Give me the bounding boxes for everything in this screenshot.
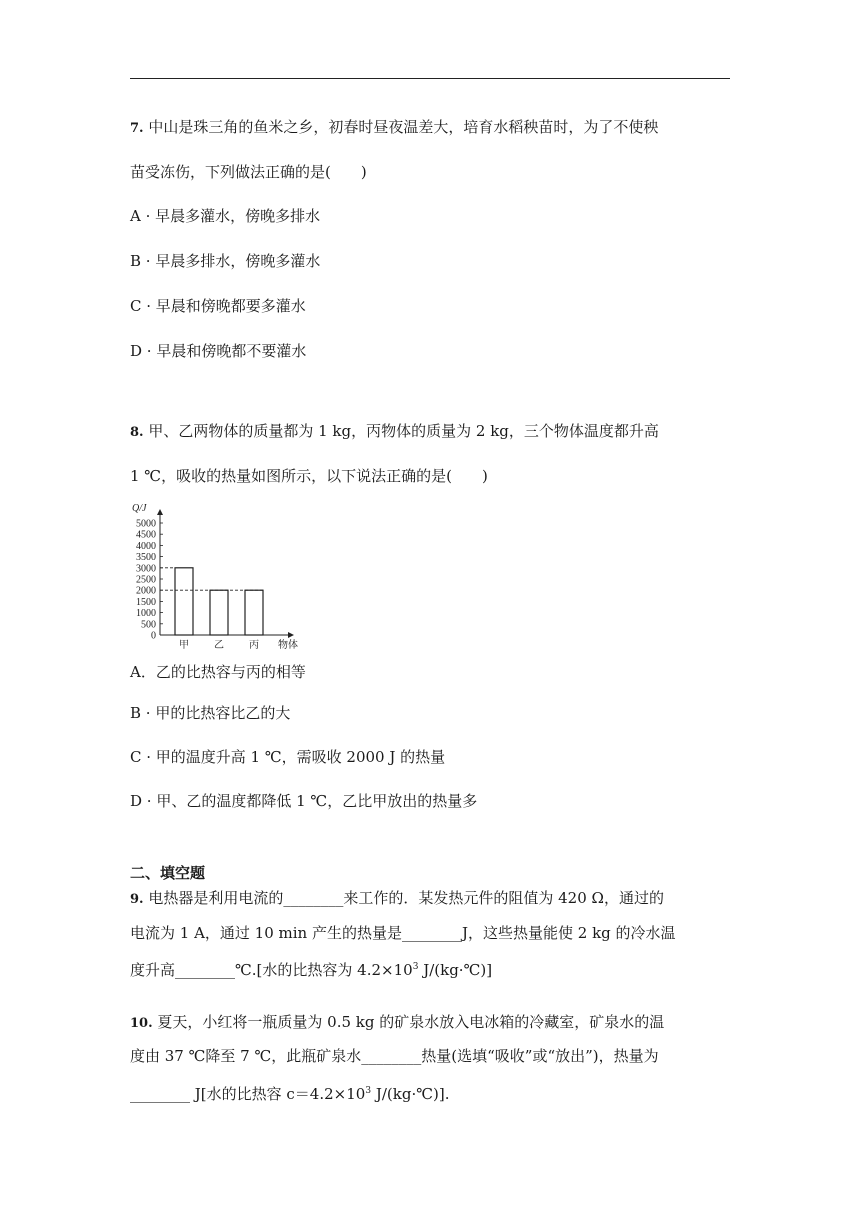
q7-option-a: A · 早晨多灌水，傍晚多排水	[130, 207, 321, 225]
q10-text1: 夏天，小红将一瓶质量为 0.5 kg 的矿泉水放入电冰箱的冷藏室，矿泉水的温	[152, 1013, 665, 1031]
header-rule	[130, 78, 730, 79]
q8-line1	[130, 421, 659, 443]
y-tick-label: 0	[151, 630, 156, 642]
q10-number: 10.	[130, 1016, 153, 1031]
x-axis-arrow	[288, 632, 294, 638]
q9-number: 9.	[130, 892, 144, 907]
bar	[245, 590, 263, 635]
y-tick-label: 4500	[136, 529, 156, 541]
q10-exponent: 3	[365, 1086, 372, 1096]
q9-line2: 电流为 1 A，通过 10 min 产生的热量是________J，这些热量能使 2 kg 的冷水温	[130, 924, 676, 942]
q8-option-a: A．乙的比热容与丙的相等	[130, 663, 306, 681]
q9-text3a: 度升高________℃.[水的比热容为 4.2×10	[130, 961, 413, 979]
q10-line3	[130, 1081, 449, 1104]
x-axis-label: 物体	[278, 640, 298, 651]
q8-text1: 甲、乙两物体的质量都为 1 kg，丙物体的质量为 2 kg，三个物体温度都升高	[143, 422, 659, 440]
q10-line1	[130, 1012, 664, 1034]
x-tick-label: 丙	[249, 640, 259, 651]
q9-line3	[130, 957, 492, 980]
q10-text3b: J/(kg·℃)].	[371, 1085, 450, 1103]
q9-text1: 电热器是利用电流的________来工作的．某发热元件的阻值为 420 Ω，通过的	[143, 889, 664, 907]
q8-option-b: B · 甲的比热容比乙的大	[130, 704, 291, 722]
y-tick-label: 2500	[136, 574, 156, 586]
q8-line2: 1 ℃，吸收的热量如图所示，以下说法正确的是( )	[130, 467, 488, 485]
y-tick-label: 500	[141, 619, 156, 631]
section-title: 二、填空题	[130, 864, 206, 882]
q8-number: 8.	[130, 425, 144, 440]
y-tick-label: 4000	[136, 540, 156, 552]
y-axis-arrow	[157, 509, 163, 515]
y-tick-label: 1000	[136, 608, 156, 620]
q7-line1	[130, 117, 658, 139]
y-tick-label: 5000	[136, 518, 156, 530]
q7-option-b: B · 早晨多排水，傍晚多灌水	[130, 252, 321, 270]
y-tick-label: 2000	[136, 585, 156, 597]
bar	[175, 568, 193, 635]
q10-line2: 度由 37 ℃降至 7 ℃，此瓶矿泉水________热量(选填“吸收”或“放出”)，热量为	[130, 1047, 659, 1065]
q10-text3a: ________ J[水的比热容 c＝4.2×10	[130, 1085, 366, 1103]
x-tick-label: 甲	[179, 640, 189, 651]
q9-line1	[130, 888, 664, 910]
q9-exponent: 3	[412, 962, 419, 972]
y-axis-label: Q/J	[132, 503, 147, 514]
y-tick-label: 3000	[136, 563, 156, 575]
q7-text1: 中山是珠三角的鱼米之乡，初春时昼夜温差大，培育水稻秧苗时，为了不使秧	[143, 118, 659, 136]
q9-text3b: J/(kg·℃)]	[418, 961, 493, 979]
q8-option-d: D · 甲、乙的温度都降低 1 ℃，乙比甲放出的热量多	[130, 792, 478, 810]
y-tick-label: 1500	[136, 596, 156, 608]
q7-number: 7.	[130, 121, 144, 136]
q7-line2: 苗受冻伤，下列做法正确的是( )	[130, 163, 367, 181]
q7-option-d: D · 早晨和傍晚都不要灌水	[130, 342, 307, 360]
x-tick-label: 乙	[214, 640, 224, 651]
q8-option-c: C · 甲的温度升高 1 ℃，需吸收 2000 J 的热量	[130, 748, 446, 766]
bar	[210, 590, 228, 635]
q7-option-c: C · 早晨和傍晚都要多灌水	[130, 297, 306, 315]
y-tick-label: 3500	[136, 552, 156, 564]
heat-bar-chart	[128, 500, 308, 656]
